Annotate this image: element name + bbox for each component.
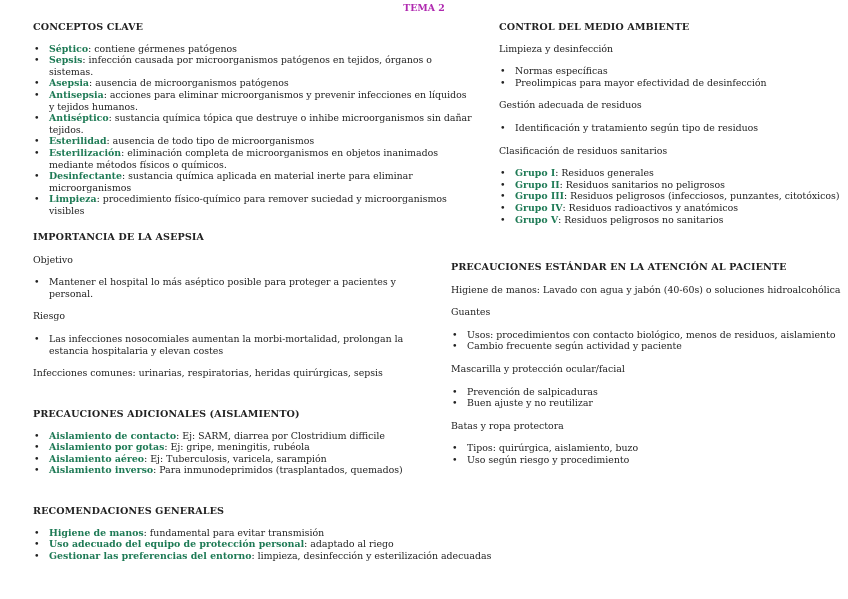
definition: : acciones para eliminar microorganismos y prevenir infecciones en líquidos y tejidos humanos. <box>49 89 467 113</box>
objetivo-label: Objetivo <box>33 254 73 266</box>
list-item <box>33 539 513 551</box>
term: Aislamiento aéreo <box>49 453 145 465</box>
term: Antiséptico <box>49 113 109 125</box>
definition: : infección causada por microorganismos patógenos en tejidos, órganos o sistemas. <box>49 55 432 78</box>
definition: : procedimiento físico-químico para remover suciedad y microorganismos visibles <box>49 194 447 217</box>
section-control <box>499 22 844 226</box>
list-item <box>33 136 473 148</box>
list-item <box>33 551 513 563</box>
batas-list <box>451 443 844 466</box>
section-heading: PRECAUCIONES ADICIONALES (AISLAMIENTO) <box>33 409 300 420</box>
definition: : Residuos sanitarios no peligrosos <box>559 179 725 191</box>
aislamiento-list <box>33 431 453 477</box>
list-item <box>499 168 844 180</box>
list-item <box>499 215 844 227</box>
list-item <box>33 148 473 171</box>
definition: : sustancia química tópica que destruye o inhibe microorganismos sin dañar tejidos. <box>49 113 472 136</box>
term: Gestionar las preferencias del entorno <box>49 550 252 562</box>
limpieza-label: Limpieza y desinfección <box>499 43 614 55</box>
limpieza-list <box>499 66 844 89</box>
clasificacion-label: Clasificación de residuos sanitarios <box>499 145 668 157</box>
guantes-label: Guantes <box>451 307 491 319</box>
list-item: • Prevención de salpicaduras <box>451 387 844 399</box>
definition: : sustancia química aplicada en material inerte para eliminar microorganismos <box>49 171 413 194</box>
term: Aislamiento de contacto <box>49 430 177 442</box>
grupos-list <box>499 168 844 226</box>
list-item: • Uso según riesgo y procedimiento <box>451 455 844 467</box>
term: Sepsis <box>49 55 83 67</box>
list-item <box>33 528 513 540</box>
definition: : Residuos generales <box>555 168 654 180</box>
list-item: • Tipos: quirúrgica, aislamiento, buzo <box>451 443 844 455</box>
definition: : Residuos peligrosos (infecciosos, punzantes, citotóxicos) <box>564 191 840 203</box>
riesgo-label: Riesgo <box>33 311 66 323</box>
list-item: • Usos: procedimientos con contacto biológico, menos de residuos, aislamiento <box>451 330 844 342</box>
definition: : eliminación completa de microorganismos en objetos inanimados mediante métodos físicos o químicos. <box>49 147 439 171</box>
definition: : Residuos peligrosos no sanitarios <box>558 214 724 226</box>
list-item: • Buen ajuste y no reutilizar <box>451 398 844 410</box>
list-item <box>33 78 473 90</box>
list-item: • Las infecciones nosocomiales aumentan la morbi-mortalidad, prolongan la estancia hospitalaria y elevan costes <box>33 334 413 357</box>
section-recomendaciones <box>33 506 513 562</box>
section-heading: CONTROL DEL MEDIO AMBIENTE <box>499 22 690 33</box>
list-item <box>33 465 453 477</box>
term: Grupo IV <box>515 202 563 214</box>
list-item <box>33 55 473 78</box>
definition: : limpieza, desinfección y esterilización adecuadas <box>251 550 492 562</box>
definition: : Residuos radioactivos y anatómicos <box>562 202 739 214</box>
term: Limpieza <box>49 194 97 206</box>
section-heading: CONCEPTOS CLAVE <box>33 22 144 33</box>
list-item: • Preolimpicas para mayor efectividad de desinfección <box>499 78 844 90</box>
list-item <box>33 171 473 194</box>
list-item <box>499 191 844 203</box>
definition: : Ej: Tuberculosis, varicela, sarampión <box>144 453 327 465</box>
definition: : Ej: gripe, meningitis, rubéola <box>164 442 310 454</box>
infecciones-comunes: Infecciones comunes: urinarias, respiratorias, heridas quirúrgicas, sepsis <box>33 368 383 380</box>
list-item <box>499 203 844 215</box>
term: Grupo V <box>515 214 559 226</box>
riesgo-list <box>33 334 413 357</box>
term: Higiene de manos <box>49 527 144 539</box>
definition: : contiene gérmenes patógenos <box>88 43 237 55</box>
mascarilla-list <box>451 387 844 410</box>
term: Aislamiento por gotas <box>49 442 165 454</box>
section-aislamiento <box>33 409 453 477</box>
list-item: • Cambio frecuente según actividad y paciente <box>451 341 844 353</box>
definition: : ausencia de todo tipo de microorganismos <box>106 136 315 148</box>
term: Grupo III <box>515 191 564 203</box>
list-item <box>33 454 453 466</box>
term: Esterilidad <box>49 136 107 148</box>
term: Asepsia <box>49 78 89 90</box>
list-item <box>33 431 453 443</box>
document-title: TEMA 2 <box>403 3 445 14</box>
objetivo-list <box>33 277 413 300</box>
list-item <box>33 113 473 136</box>
list-item: • Identificación y tratamiento según tipo de residuos <box>499 123 844 135</box>
definition: : fundamental para evitar transmisión <box>143 527 325 539</box>
list-item: • Normas específicas <box>499 66 844 78</box>
definition: : Ej: SARM, diarrea por Clostridium difficile <box>176 430 385 442</box>
section-heading: PRECAUCIONES ESTÁNDAR EN LA ATENCIÓN AL PACIENTE <box>451 262 787 273</box>
list-item <box>33 90 473 113</box>
section-conceptos <box>33 22 473 218</box>
mascarilla-label: Mascarilla y protección ocular/facial <box>451 363 625 375</box>
recomendaciones-list <box>33 528 513 563</box>
definition: : adaptado al riego <box>304 539 394 551</box>
list-item <box>33 194 473 217</box>
guantes-list <box>451 330 844 353</box>
section-heading: RECOMENDACIONES GENERALES <box>33 506 225 517</box>
concepts-list <box>33 44 473 218</box>
term: Grupo II <box>515 179 560 191</box>
list-item <box>499 180 844 192</box>
list-item <box>33 442 453 454</box>
definition: : ausencia de microorganismos patógenos <box>89 78 289 90</box>
section-importancia <box>33 232 413 380</box>
batas-label: Batas y ropa protectora <box>451 420 564 432</box>
term: Grupo I <box>515 168 556 180</box>
term: Esterilización <box>49 147 122 159</box>
residuos-list <box>499 123 844 135</box>
section-estandar <box>451 262 844 467</box>
term: Séptico <box>49 43 89 55</box>
residuos-label: Gestión adecuada de residuos <box>499 100 642 112</box>
term: Antisepsia <box>49 89 104 101</box>
list-item <box>33 44 473 56</box>
definition: : Para inmunodeprimidos (trasplantados, quemados) <box>153 465 403 477</box>
section-heading: IMPORTANCIA DE LA ASEPSIA <box>33 232 204 243</box>
term: Uso adecuado del equipo de protección personal <box>49 539 305 551</box>
term: Aislamiento inverso <box>49 465 154 477</box>
term: Desinfectante <box>49 171 122 183</box>
higiene-manos: Higiene de manos: Lavado con agua y jabón (40-60s) o soluciones hidroalcohólica <box>451 284 841 296</box>
list-item: • Mantener el hospital lo más aséptico posible para proteger a pacientes y personal. <box>33 277 413 300</box>
